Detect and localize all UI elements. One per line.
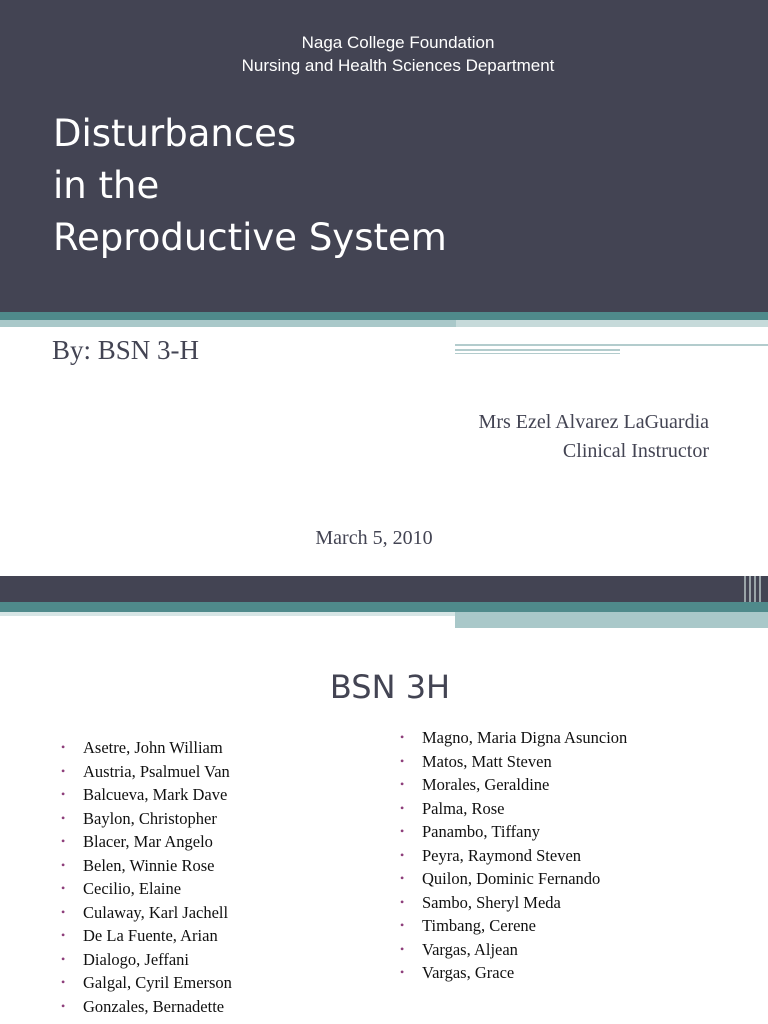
accent-line xyxy=(744,576,746,602)
title-band xyxy=(0,0,768,312)
student-list-right xyxy=(396,726,627,985)
light-teal-stripe xyxy=(0,320,456,327)
bullet-icon: • xyxy=(61,975,66,989)
student-name: Magno, Maria Digna Asuncion xyxy=(422,728,628,747)
accent-line xyxy=(759,576,761,602)
bullet-icon: • xyxy=(61,951,66,966)
bullet-icon: • xyxy=(400,871,405,885)
student-list-item xyxy=(57,854,232,878)
student-list-item xyxy=(396,773,627,797)
student-list-item xyxy=(396,750,627,774)
student-list-item xyxy=(396,867,627,891)
student-list-left xyxy=(57,736,232,1018)
bullet-icon: • xyxy=(400,941,405,956)
student-name: Vargas, Aljean xyxy=(422,939,518,959)
slide-title-line-1: Disturbances xyxy=(53,112,297,155)
student-name: Morales, Geraldine xyxy=(422,775,550,794)
student-name: Matos, Matt Steven xyxy=(422,751,552,771)
student-list-item xyxy=(396,797,627,821)
accent-line xyxy=(455,344,768,346)
accent-line xyxy=(749,576,751,602)
student-name: Gonzales, Bernadette xyxy=(83,996,225,1016)
student-list-item xyxy=(396,820,627,844)
light-teal-block xyxy=(455,612,768,628)
student-list-item xyxy=(57,901,232,925)
student-list-item xyxy=(57,760,232,784)
student-name: Sambo, Sheryl Meda xyxy=(422,892,561,912)
student-name: Panambo, Tiffany xyxy=(422,822,540,841)
bullet-icon: • xyxy=(400,730,405,744)
accent-line xyxy=(754,576,756,602)
student-name: Palma, Rose xyxy=(422,798,505,818)
bullet-icon: • xyxy=(61,928,66,942)
student-list-item xyxy=(57,830,232,854)
student-name: Balcueva, Mark Dave xyxy=(83,785,228,804)
bullet-icon: • xyxy=(61,857,66,872)
student-list-item xyxy=(57,736,232,760)
student-name: Peyra, Raymond Steven xyxy=(422,845,582,865)
student-list-item xyxy=(396,844,627,868)
bullet-icon: • xyxy=(61,998,66,1013)
student-name: De La Fuente, Arian xyxy=(83,926,218,945)
bullet-icon: • xyxy=(400,894,405,909)
student-list-item xyxy=(57,948,232,972)
accent-line xyxy=(455,349,620,351)
light-teal-stripe-right xyxy=(456,320,768,327)
department-name: Nursing and Health Sciences Department xyxy=(241,56,555,75)
student-list-item xyxy=(57,995,232,1019)
student-name: Vargas, Grace xyxy=(422,963,515,982)
bullet-icon: • xyxy=(400,918,405,932)
student-name: Austria, Psalmuel Van xyxy=(83,761,230,781)
student-name: Belen, Winnie Rose xyxy=(83,855,215,875)
student-list-item xyxy=(57,877,232,901)
byline: By: BSN 3-H xyxy=(52,335,200,365)
student-name: Quilon, Dominic Fernando xyxy=(422,869,601,888)
class-list-slide xyxy=(0,576,768,1024)
bullet-icon: • xyxy=(61,740,66,754)
bullet-icon: • xyxy=(61,810,66,825)
instructor-role: Clinical Instructor xyxy=(562,440,709,462)
student-list-item xyxy=(57,783,232,807)
student-name: Baylon, Christopher xyxy=(83,808,217,828)
institution-name: Naga College Foundation xyxy=(301,33,495,52)
student-list-item xyxy=(396,914,627,938)
teal-stripe xyxy=(0,312,768,320)
bullet-icon: • xyxy=(400,824,405,838)
accent-line xyxy=(455,353,620,354)
student-name: Galgal, Cyril Emerson xyxy=(83,973,232,992)
student-list-item xyxy=(396,961,627,985)
bullet-icon: • xyxy=(400,965,405,979)
header-band xyxy=(0,576,768,602)
bullet-icon: • xyxy=(61,787,66,801)
student-list-item xyxy=(396,938,627,962)
bullet-icon: • xyxy=(400,753,405,768)
student-list-item xyxy=(57,971,232,995)
bullet-icon: • xyxy=(61,881,66,895)
slide-title-line-3: Reproductive System xyxy=(53,216,447,259)
student-name: Culaway, Karl Jachell xyxy=(83,902,229,922)
bullet-icon: • xyxy=(61,904,66,919)
slide-title: BSN 3H xyxy=(329,668,451,706)
student-name: Timbang, Cerene xyxy=(422,916,536,935)
bullet-icon: • xyxy=(400,847,405,862)
bullet-icon: • xyxy=(61,763,66,778)
student-list-item xyxy=(396,726,627,750)
student-list-item xyxy=(396,891,627,915)
student-name: Blacer, Mar Angelo xyxy=(83,832,213,851)
student-list-item xyxy=(57,807,232,831)
student-name: Cecilio, Elaine xyxy=(83,879,182,898)
teal-stripe xyxy=(0,602,768,612)
bullet-icon: • xyxy=(61,834,66,848)
student-name: Dialogo, Jeffani xyxy=(83,949,190,969)
bullet-icon: • xyxy=(400,800,405,815)
student-name: Asetre, John William xyxy=(83,738,223,757)
slide-title-line-2: in the xyxy=(53,164,160,207)
bullet-icon: • xyxy=(400,777,405,791)
presentation-date: March 5, 2010 xyxy=(315,527,433,549)
student-list-item xyxy=(57,924,232,948)
instructor-name: Mrs Ezel Alvarez LaGuardia xyxy=(478,411,709,433)
